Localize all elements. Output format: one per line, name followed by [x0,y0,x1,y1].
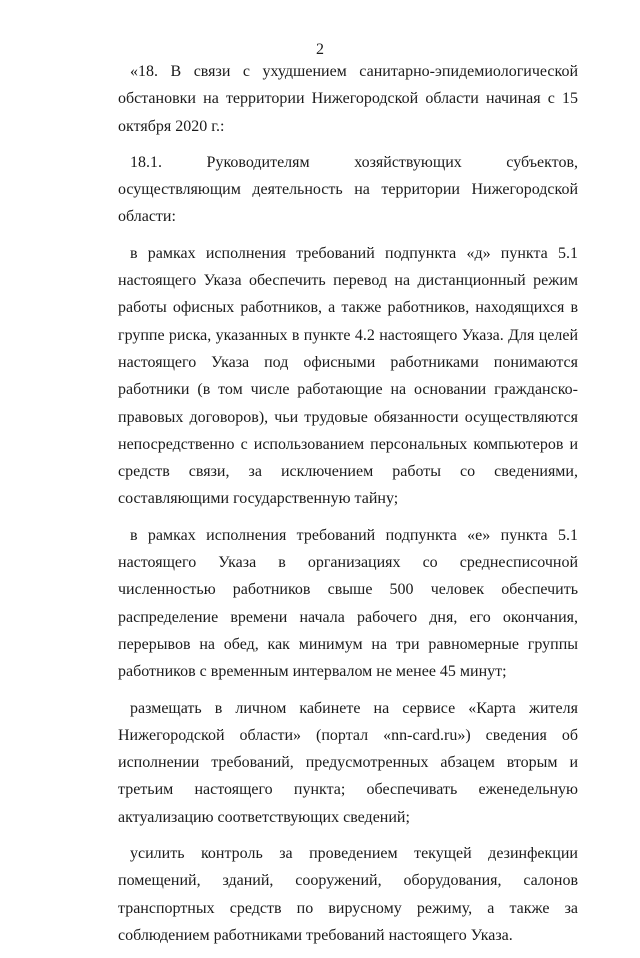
paragraph-18-intro: «18. В связи с ухудшением санитарно-эпидемиологической обстановки на территории Нижегородской области начиная с 15 октября 2020 г.: [118,63,578,135]
page-number: 2 [316,41,324,58]
paragraph-work-schedule: в рамках исполнения требований подпункта «е» пункта 5.1 настоящего Указа в организациях со среднесписочной численностью работников свыше 500 человек обеспечить распределение времени начала рабочего дня, его окончания, перерывов на обед, как минимум на три равномерные группы работников с временным интервалом не менее 45 минут; [118,526,578,681]
document-body [118,58,578,958]
paragraph-remote-work: в рамках исполнения требований подпункта «д» пункта 5.1 настоящего Указа обеспечить перевод на дистанционный режим работы офисных работников, а также работников, находящихся в группе риска, указанных в пункте 4.2 настоящего Указа. Для целей настоящего Указа под офисными работниками понимаются работники (в том числе работающие на основании гражданско-правовых договоров), чьи трудовые обязанности осуществляются непосредственно с использованием персональных компьютеров и средств связи, за исключением работы со сведениями, составляющими государственную тайну; [118,244,578,508]
paragraph-nn-card-portal: размещать в личном кабинете на сервисе «Карта жителя Нижегородской области» (портал «nn-card.ru») сведения об исполнении требований, предусмотренных абзацем вторым и третьим настоящего пункта; обеспечивать еженедельную актуализацию соответствующих сведений; [118,699,578,826]
paragraph-18-1-heading: 18.1. Руководителям хозяйствующих субъектов, осуществляющим деятельность на территории Нижегородской области: [118,153,578,226]
paragraph-disinfection: усилить контроль за проведением текущей дезинфекции помещений, зданий, сооружений, оборудования, салонов транспортных средств по вирусному режиму, а также за соблюдением работниками требований настоящего Указа. [118,845,578,944]
